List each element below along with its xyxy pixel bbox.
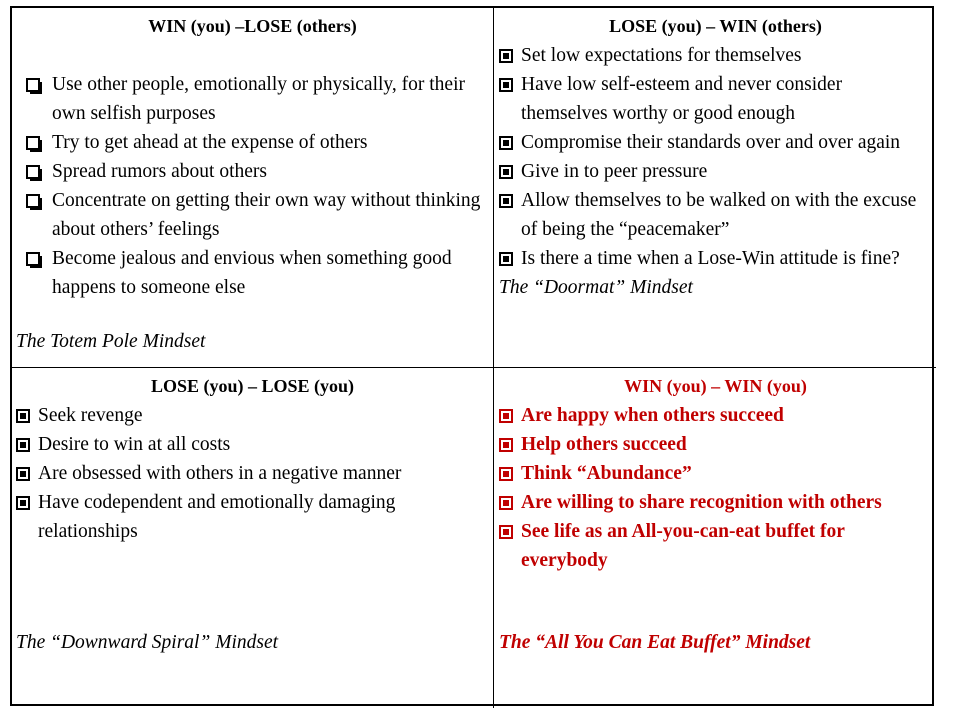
list-item: Give in to peer pressure <box>499 157 932 186</box>
mindset-label: The “Doormat” Mindset <box>499 277 693 298</box>
bullet-list <box>499 401 932 575</box>
bullet-list <box>16 70 489 302</box>
list-item: Are willing to share recognition with others <box>499 488 932 517</box>
quadrant-title: LOSE (you) – LOSE (you) <box>150 376 355 396</box>
square-bullet-icon <box>499 49 513 63</box>
square-bullet-icon <box>16 496 30 510</box>
checkbox-bullet-icon <box>26 165 40 179</box>
checkbox-bullet-icon <box>26 194 40 208</box>
list-item: Are happy when others succeed <box>499 401 932 430</box>
mindset-label: The Totem Pole Mindset <box>16 331 206 352</box>
square-bullet-icon <box>499 165 513 179</box>
list-item: See life as an All-you-can-eat buffet for everybody <box>499 517 932 575</box>
quadrant-lose-lose <box>12 368 494 708</box>
bullet-list <box>16 401 489 546</box>
square-bullet-icon <box>499 409 513 423</box>
square-bullet-icon <box>499 78 513 92</box>
square-bullet-icon <box>16 438 30 452</box>
square-bullet-icon <box>16 409 30 423</box>
list-item: Try to get ahead at the expense of others <box>16 128 489 157</box>
list-item: Allow themselves to be walked on with the excuse of being the “peacemaker” <box>499 186 932 244</box>
square-bullet-icon <box>499 438 513 452</box>
list-item: Concentrate on getting their own way without thinking about others’ feelings <box>16 186 489 244</box>
quadrant-title: LOSE (you) – WIN (others) <box>609 16 822 36</box>
checkbox-bullet-icon <box>26 252 40 266</box>
list-item: Spread rumors about others <box>16 157 489 186</box>
checkbox-bullet-icon <box>26 136 40 150</box>
list-item: Set low expectations for themselves <box>499 41 932 70</box>
list-item: Is there a time when a Lose-Win attitude is fine? <box>499 244 932 273</box>
bullet-list <box>499 41 932 273</box>
square-bullet-icon <box>499 467 513 481</box>
square-bullet-icon <box>499 136 513 150</box>
list-item: Help others succeed <box>499 430 932 459</box>
mindset-label: The “Downward Spiral” Mindset <box>16 632 279 653</box>
quadrant-title: WIN (you) –LOSE (others) <box>148 16 357 36</box>
quadrant-title: WIN (you) – WIN (you) <box>624 376 807 396</box>
square-bullet-icon <box>499 496 513 510</box>
list-item: Compromise their standards over and over again <box>499 128 932 157</box>
list-item: Have codependent and emotionally damaging relationships <box>16 488 489 546</box>
quadrant-lose-win <box>494 8 936 368</box>
list-item: Desire to win at all costs <box>16 430 489 459</box>
list-item: Become jealous and envious when something good happens to someone else <box>16 244 489 302</box>
list-item: Are obsessed with others in a negative manner <box>16 459 489 488</box>
list-item: Seek revenge <box>16 401 489 430</box>
square-bullet-icon <box>499 194 513 208</box>
list-item: Have low self-esteem and never consider themselves worthy or good enough <box>499 70 932 128</box>
square-bullet-icon <box>16 467 30 481</box>
four-quadrant-table <box>10 6 934 706</box>
square-bullet-icon <box>499 525 513 539</box>
quadrant-win-win <box>494 368 936 708</box>
checkbox-bullet-icon <box>26 78 40 92</box>
list-item: Use other people, emotionally or physically, for their own selfish purposes <box>16 70 489 128</box>
mindset-label: The “All You Can Eat Buffet” Mindset <box>499 632 811 653</box>
square-bullet-icon <box>499 252 513 266</box>
list-item: Think “Abundance” <box>499 459 932 488</box>
quadrant-win-lose <box>12 8 494 368</box>
